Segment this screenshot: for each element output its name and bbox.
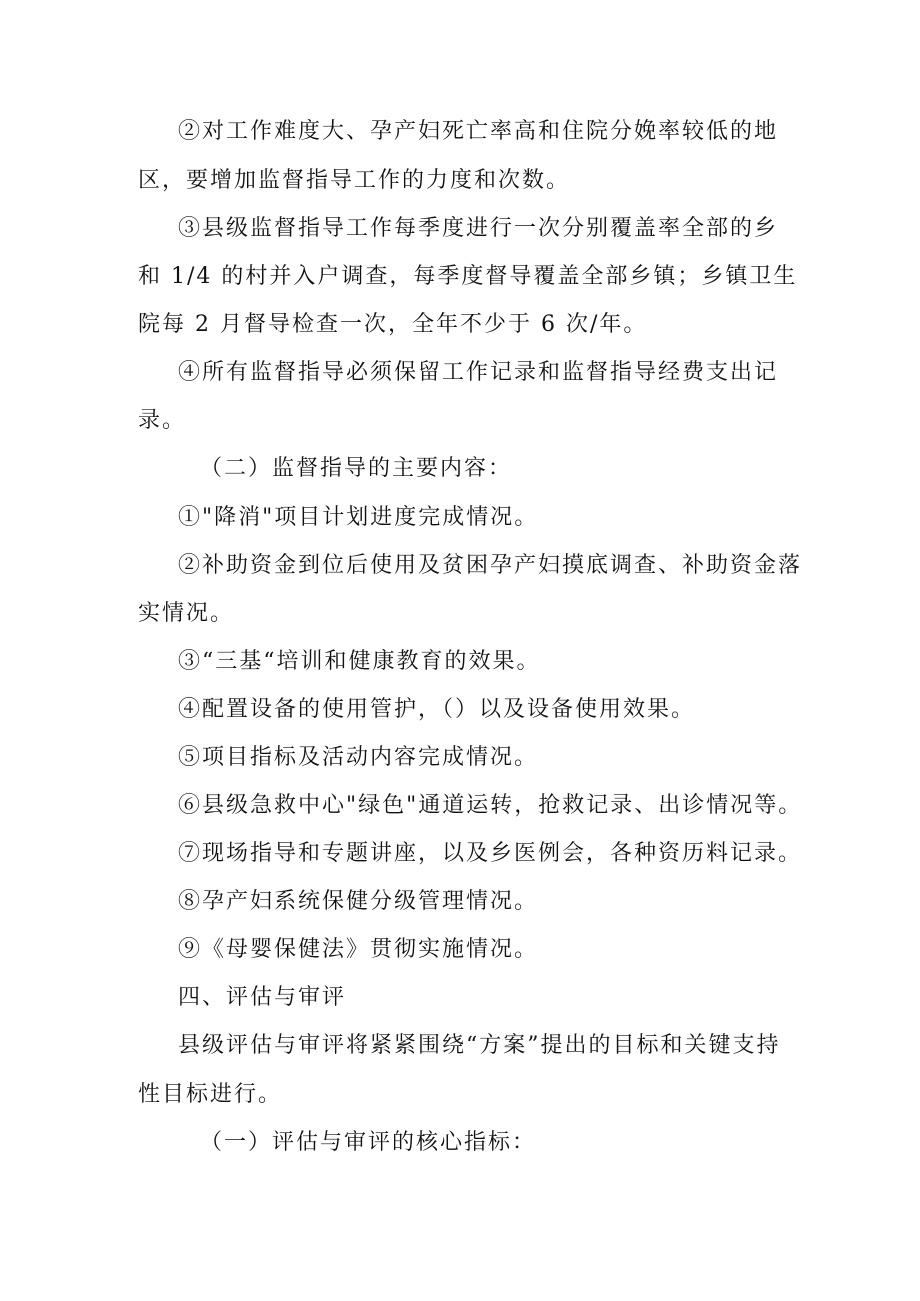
content-item-6: ⑥县级急救中心"绿色"通道运转，抢救记录、出诊情况等。 [178, 793, 803, 818]
intro-paragraph-line-1: 县级评估与审评将紧紧围绕“方案”提出的目标和关键支持 [178, 1033, 781, 1058]
content-item-9: ⑨《母婴保健法》贯彻实施情况。 [178, 937, 539, 962]
content-item-2-line-2: 实情况。 [138, 601, 235, 626]
paragraph-item-3-line-1: ③县级监督指导工作每季度进行一次分别覆盖率全部的乡 [178, 216, 779, 241]
section-heading-4: 四、评估与审评 [178, 985, 347, 1010]
subsection-heading-1: （一）评估与审评的核心指标： [200, 1130, 537, 1155]
content-item-3: ③“三基“培训和健康教育的效果。 [178, 649, 541, 674]
content-item-2-line-1: ②补助资金到位后使用及贫困孕产妇摸底调查、补助资金落 [178, 553, 803, 578]
intro-paragraph-line-2: 性目标进行。 [138, 1082, 283, 1107]
paragraph-item-3-line-3: 院每 2 月督导检查一次，全年不少于 6 次/年。 [138, 312, 648, 337]
content-item-7: ⑦现场指导和专题讲座，以及乡医例会，各种资历料记录。 [178, 841, 803, 866]
paragraph-item-4-line-1: ④所有监督指导必须保留工作记录和监督指导经费支出记 [178, 360, 779, 385]
paragraph-item-3-line-2: 和 1/4 的村并入户调查，每季度督导覆盖全部乡镇；乡镇卫生 [138, 264, 798, 289]
paragraph-item-2-line-2: 区，要增加监督指导工作的力度和次数。 [138, 168, 571, 193]
paragraph-item-2-line-1: ②对工作难度大、孕产妇死亡率高和住院分娩率较低的地 [178, 119, 779, 144]
content-item-4: ④配置设备的使用管护，（）以及设备使用效果。 [178, 697, 696, 722]
content-item-5: ⑤项目指标及活动内容完成情况。 [178, 745, 539, 770]
section-heading-2: （二）监督指导的主要内容： [200, 456, 513, 481]
paragraph-item-4-line-2: 录。 [138, 408, 187, 433]
content-item-1: ①"降消"项目计划进度完成情况。 [178, 505, 539, 530]
content-item-8: ⑧孕产妇系统保健分级管理情况。 [178, 889, 539, 914]
